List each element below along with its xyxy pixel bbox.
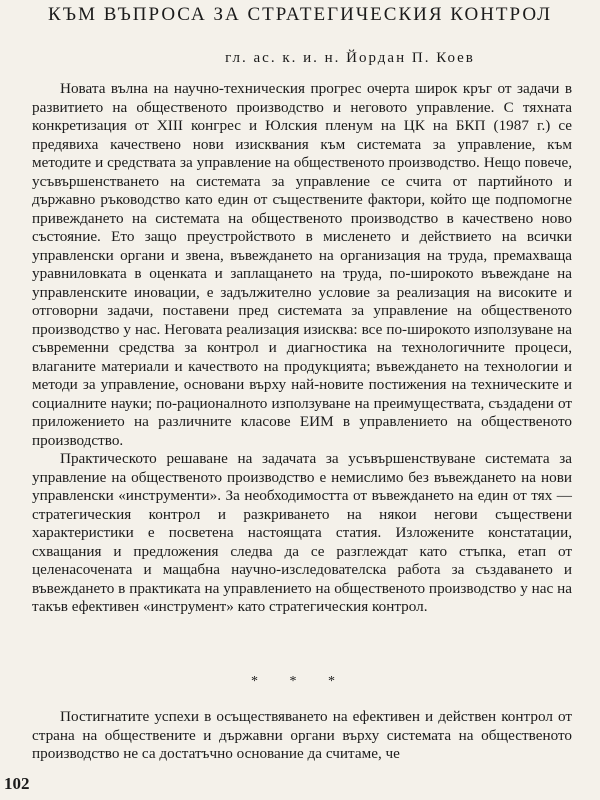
closing-paragraph: Постигнатите успехи в осъществяването на ефективен и действен контрол от страна на обществените и държавни органи върху системата на общественото производство не са достатъчно основание да считаме, че: [32, 708, 572, 762]
section-separator: * * *: [251, 674, 349, 689]
page-number: 102: [4, 774, 30, 793]
paragraph-2: Практическото решаване на задачата за усъвършенствуване системата за управление на общественото производство е немислимо без въвеждането на нови управленски «инструменти». За необходимостта от въвеждането на един от тях — стратегическия контрол и разкриването на някои негови съществени характеристики е посветена настоящата статия. Изложените констатации, схващания и предложения следва да се разглеждат като стъпка, етап от целенасочената и мащабна научно-изследователска работа за създаването и въвеждането в практиката на управлението на общественото производство у нас на такъв ефективен «инструмент» като стратегическия контрол.: [32, 450, 572, 615]
closing-body: [32, 708, 572, 764]
article-body: [32, 80, 572, 617]
paragraph-1: Новата вълна на научно-техническия прогрес очерта широк кръг от задачи в развитието на общественото производство и неговото управление. С тяхната конкретизация от XIII конгрес и Юлския пленум на ЦК на БКП (1987 г.) се предявиха качествено нови изисквания към системата за управление, към методите и средствата за управление на общественото производство. Нещо повече, усъвършенстването на системата за управление се счита от партийното и държавно ръководство като един от съществените фактори, който ще подпомогне привеждането на системата на общественото производство в качествено ново състояние. Ето защо преустройството в мисленето и действието на всички управленски органи и звена, въвеждането на организация на труда, премахваща уравниловката в оценката и заплащането на труда, по-широкото въвеждане на управленските иновации, е задължително условие за реализация на високите и отговорни задачи, поставени пред системата за управление на общественото производство у нас. Неговата реализация изисква: все по-широкото използуване на съвременни средства за контрол и диагностика на технологичните процеси, влаганите материали и качеството на продукцията; въвеждането на технологии и методи за управление, основани върху най-новите постижения на техническите и социалните науки; по-рационалното използуване на преимуществата, създадени от приложението на различните класове ЕИМ в управлението на общественото производство.: [32, 80, 572, 449]
article-title: КЪМ ВЪПРОСА ЗА СТРАТЕГИЧЕСКИЯ КОНТРОЛ: [47, 4, 552, 25]
author-line: гл. ас. к. и. н. Йордан П. Коев: [225, 50, 475, 66]
